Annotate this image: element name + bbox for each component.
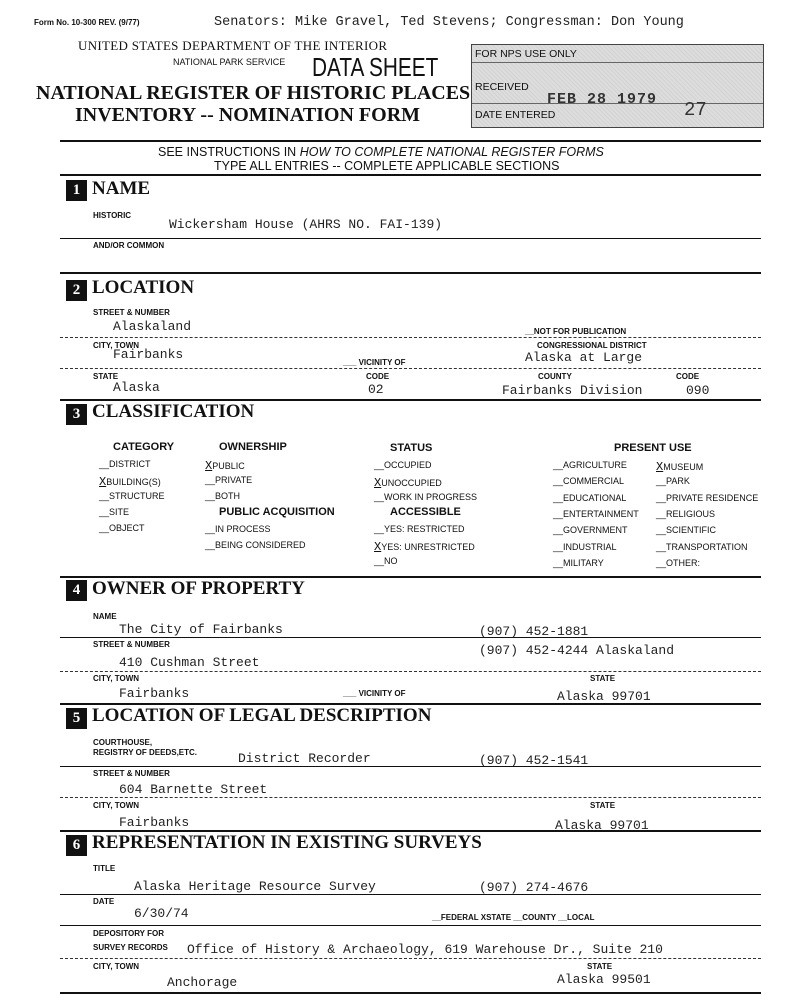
park-service: NATIONAL PARK SERVICE xyxy=(173,57,286,67)
nps-use-only-label: FOR NPS USE ONLY xyxy=(475,48,577,60)
checkbox-label: MUSEUM xyxy=(663,462,704,472)
checkbox-label: PRIVATE RESIDENCE xyxy=(666,492,759,503)
section-3-number: 3 xyxy=(66,404,87,425)
owner-city-value: Fairbanks xyxy=(119,686,190,701)
checkbox-mark: __ xyxy=(553,541,564,552)
survey-title-value: Alaska Heritage Resource Survey xyxy=(134,879,376,894)
checkbox-label: BEING CONSIDERED xyxy=(215,540,306,550)
legal-state-value: Alaska 99701 xyxy=(555,818,649,833)
survey-date-value: 6/30/74 xyxy=(134,906,189,921)
classification-item-public xyxy=(205,459,245,473)
checkbox-label: PUBLIC xyxy=(212,461,245,471)
checkbox-mark: __ xyxy=(99,523,110,533)
survey-levels: __FEDERAL XSTATE __COUNTY __LOCAL xyxy=(432,913,595,922)
checkbox-mark: X xyxy=(374,476,382,490)
county-value: Fairbanks Division xyxy=(502,383,643,398)
checkbox-mark: __ xyxy=(553,460,564,470)
checkbox-label: OBJECT xyxy=(109,523,145,533)
checkbox-label: SITE xyxy=(109,507,130,517)
checkbox-label: PARK xyxy=(666,476,690,487)
checkbox-label: UNOCCUPIED xyxy=(381,478,442,488)
checkbox-mark: __ xyxy=(656,557,667,568)
depository-value: Office of History & Archaeology, 619 Warehouse Dr., Suite 210 xyxy=(187,942,663,957)
classification-item-both xyxy=(205,491,240,501)
classification-item-in-process xyxy=(205,524,271,534)
checkbox-mark: __ xyxy=(99,507,110,517)
classification-item-educational xyxy=(553,493,626,503)
form-title-line2: INVENTORY -- NOMINATION FORM xyxy=(75,104,421,126)
classification-item-religious xyxy=(656,509,715,519)
section-1-title: NAME xyxy=(92,178,151,199)
checkbox-label: IN PROCESS xyxy=(215,524,271,534)
classification-item-building-s xyxy=(99,475,161,489)
checkbox-mark: __ xyxy=(553,492,564,503)
state-code-label: CODE xyxy=(366,372,390,381)
senators-line: Senators: Mike Gravel, Ted Stevens; Congressman: Don Young xyxy=(214,15,684,30)
checkbox-mark: __ xyxy=(205,524,216,534)
present-use-header: PRESENT USE xyxy=(614,442,692,454)
and-or-common-label: AND/OR COMMON xyxy=(93,241,165,250)
checkbox-label: WORK IN PROGRESS xyxy=(384,492,478,502)
checkbox-label: MILITARY xyxy=(563,557,604,568)
county-code-label: CODE xyxy=(676,372,700,381)
courthouse-phone: (907) 452-1541 xyxy=(479,753,589,768)
checkbox-label: OCCUPIED xyxy=(384,460,432,470)
section-2-title: LOCATION xyxy=(92,277,195,298)
checkbox-mark: __ xyxy=(553,508,564,519)
public-acquisition-header: PUBLIC ACQUISITION xyxy=(219,506,335,518)
depository-label: DEPOSITORY FOR xyxy=(93,929,164,938)
historic-value: Wickersham House (AHRS NO. FAI-139) xyxy=(169,217,443,232)
congressional-district-label: CONGRESSIONAL DISTRICT xyxy=(537,341,647,350)
survey-records-label: SURVEY RECORDS xyxy=(93,943,168,952)
street-number-label: STREET & NUMBER xyxy=(93,308,170,317)
form-title-line1: NATIONAL REGISTER OF HISTORIC PLACES xyxy=(36,82,471,104)
classification-item-structure xyxy=(99,491,165,501)
checkbox-mark: __ xyxy=(205,491,216,501)
classification-item-transportation xyxy=(656,542,748,552)
survey-state-label: STATE xyxy=(587,962,613,971)
classification-item-agriculture xyxy=(553,460,627,470)
date-entered-stamp: 27 xyxy=(684,99,707,121)
section-1-number: 1 xyxy=(66,180,87,201)
checkbox-mark: __ xyxy=(656,492,667,503)
state-label: STATE xyxy=(93,372,119,381)
instructions-line2: TYPE ALL ENTRIES -- COMPLETE APPLICABLE SECTIONS xyxy=(214,159,560,173)
classification-item-government xyxy=(553,525,628,535)
not-for-publication: __NOT FOR PUBLICATION xyxy=(525,327,627,336)
checkbox-mark: __ xyxy=(374,460,385,470)
survey-city-value: Anchorage xyxy=(167,975,238,990)
checkbox-label: BOTH xyxy=(215,491,241,501)
city-town-label: CITY, TOWN xyxy=(93,341,140,350)
classification-item-object xyxy=(99,523,145,533)
category-header: CATEGORY xyxy=(113,441,175,453)
checkbox-label: NO xyxy=(384,556,398,566)
checkbox-label: OTHER: xyxy=(666,557,701,568)
checkbox-mark: __ xyxy=(205,475,216,485)
checkbox-mark: __ xyxy=(553,525,564,536)
classification-item-work-in-progress xyxy=(374,492,477,502)
legal-state-label: STATE xyxy=(590,801,616,810)
classification-item-site xyxy=(99,507,129,517)
instructions-line1: SEE INSTRUCTIONS IN HOW TO COMPLETE NATIONAL REGISTER FORMS xyxy=(158,145,604,159)
classification-item-occupied xyxy=(374,460,432,470)
checkbox-label: COMMERCIAL xyxy=(563,476,625,487)
section-3-title: CLASSIFICATION xyxy=(92,401,255,422)
checkbox-label: ENTERTAINMENT xyxy=(563,508,639,519)
checkbox-mark: __ xyxy=(656,525,667,536)
checkbox-label: STRUCTURE xyxy=(109,491,165,501)
owner-state-value: Alaska 99701 xyxy=(557,689,651,704)
legal-street-label: STREET & NUMBER xyxy=(93,769,170,778)
classification-item-commercial xyxy=(553,476,624,486)
checkbox-mark: __ xyxy=(99,459,110,469)
legal-city-label: CITY, TOWN xyxy=(93,801,140,810)
checkbox-mark: __ xyxy=(656,541,667,552)
checkbox-label: YES: UNRESTRICTED xyxy=(381,542,475,552)
state-code-value: 02 xyxy=(368,382,384,397)
checkbox-label: YES: RESTRICTED xyxy=(384,524,465,534)
classification-item-industrial xyxy=(553,542,617,552)
survey-state-value: Alaska 99501 xyxy=(557,972,651,987)
checkbox-label: DISTRICT xyxy=(109,459,151,469)
owner-street-label: STREET & NUMBER xyxy=(93,640,170,649)
classification-item-yes-restricted xyxy=(374,524,465,534)
nps-use-only-box xyxy=(471,44,764,128)
status-header: STATUS xyxy=(390,442,433,454)
checkbox-mark: X xyxy=(205,459,213,473)
survey-title-label: TITLE xyxy=(93,864,116,873)
checkbox-mark: __ xyxy=(656,508,667,519)
legal-city-value: Fairbanks xyxy=(119,815,190,830)
classification-item-other xyxy=(656,558,700,568)
courthouse-value: District Recorder xyxy=(238,751,371,766)
owner-street-value: 410 Cushman Street xyxy=(119,655,260,670)
section-2-number: 2 xyxy=(66,280,87,301)
checkbox-label: BUILDING(S) xyxy=(106,477,161,487)
survey-phone: (907) 274-4676 xyxy=(479,880,589,895)
checkbox-label: TRANSPORTATION xyxy=(666,541,748,552)
checkbox-mark: __ xyxy=(656,476,667,487)
classification-item-military xyxy=(553,558,604,568)
classification-item-unoccupied xyxy=(374,476,442,490)
checkbox-label: EDUCATIONAL xyxy=(563,492,627,503)
classification-item-no xyxy=(374,556,398,566)
form-number: Form No. 10-300 REV. (9/77) xyxy=(34,18,140,27)
historic-label: HISTORIC xyxy=(93,211,132,220)
street-number-value: Alaskaland xyxy=(113,319,192,334)
county-code-value: 090 xyxy=(686,383,710,398)
classification-item-district xyxy=(99,459,151,469)
ownership-header: OWNERSHIP xyxy=(219,441,287,453)
survey-city-label: CITY, TOWN xyxy=(93,962,140,971)
checkbox-mark: __ xyxy=(553,476,564,487)
checkbox-label: PRIVATE xyxy=(215,475,253,485)
owner-state-label: STATE xyxy=(590,674,616,683)
classification-item-yes-unrestricted xyxy=(374,540,475,554)
date-entered-label: DATE ENTERED xyxy=(475,109,556,121)
received-label: RECEIVED xyxy=(475,81,529,93)
data-sheet-title: DATA SHEET xyxy=(312,52,439,82)
checkbox-label: GOVERNMENT xyxy=(563,525,628,536)
checkbox-mark: X xyxy=(374,540,382,554)
section-6-number: 6 xyxy=(66,835,87,856)
owner-city-label: CITY, TOWN xyxy=(93,674,140,683)
classification-item-private-residence xyxy=(656,493,758,503)
section-4-number: 4 xyxy=(66,580,87,601)
checkbox-mark: __ xyxy=(374,556,385,566)
owner-vicinity-of: ___ VICINITY OF xyxy=(343,689,406,698)
city-town-value: Fairbanks xyxy=(113,347,184,362)
classification-item-museum xyxy=(656,460,703,474)
checkbox-mark: __ xyxy=(374,492,385,502)
county-label: COUNTY xyxy=(538,372,572,381)
owner-phone: (907) 452-1881 xyxy=(479,624,589,639)
section-5-number: 5 xyxy=(66,708,87,729)
checkbox-label: AGRICULTURE xyxy=(563,460,627,470)
legal-street-value: 604 Barnette Street xyxy=(119,782,268,797)
checkbox-label: INDUSTRIAL xyxy=(563,541,617,552)
received-stamp: FEB 28 1979 xyxy=(547,91,658,108)
owner-name-value: The City of Fairbanks xyxy=(119,622,283,637)
classification-item-park xyxy=(656,476,690,486)
vicinity-of: ___ VICINITY OF xyxy=(343,358,406,367)
checkbox-mark: __ xyxy=(553,557,564,568)
section-5-title: LOCATION OF LEGAL DESCRIPTION xyxy=(92,705,432,726)
state-value: Alaska xyxy=(113,380,160,395)
checkbox-mark: __ xyxy=(374,524,385,534)
section-6-title: REPRESENTATION IN EXISTING SURVEYS xyxy=(92,832,482,853)
survey-date-label: DATE xyxy=(93,897,115,906)
congressional-district-value: Alaska at Large xyxy=(525,350,643,365)
checkbox-mark: X xyxy=(656,460,664,474)
checkbox-mark: X xyxy=(99,475,107,489)
classification-item-scientific xyxy=(656,525,716,535)
checkbox-mark: __ xyxy=(205,540,216,550)
classification-item-being-considered xyxy=(205,540,306,550)
courthouse-label: COURTHOUSE, xyxy=(93,738,153,747)
classification-item-entertainment xyxy=(553,509,639,519)
owner-name-label: NAME xyxy=(93,612,117,621)
checkbox-mark: __ xyxy=(99,491,110,501)
registry-label: REGISTRY OF DEEDS,ETC. xyxy=(93,748,198,757)
checkbox-label: SCIENTIFIC xyxy=(666,525,717,536)
department-name: UNITED STATES DEPARTMENT OF THE INTERIOR xyxy=(78,38,388,53)
checkbox-label: RELIGIOUS xyxy=(666,508,716,519)
owner-street-phone: (907) 452-4244 Alaskaland xyxy=(479,643,675,658)
section-4-title: OWNER OF PROPERTY xyxy=(92,578,305,599)
classification-item-private xyxy=(205,475,252,485)
accessible-header: ACCESSIBLE xyxy=(390,506,461,518)
